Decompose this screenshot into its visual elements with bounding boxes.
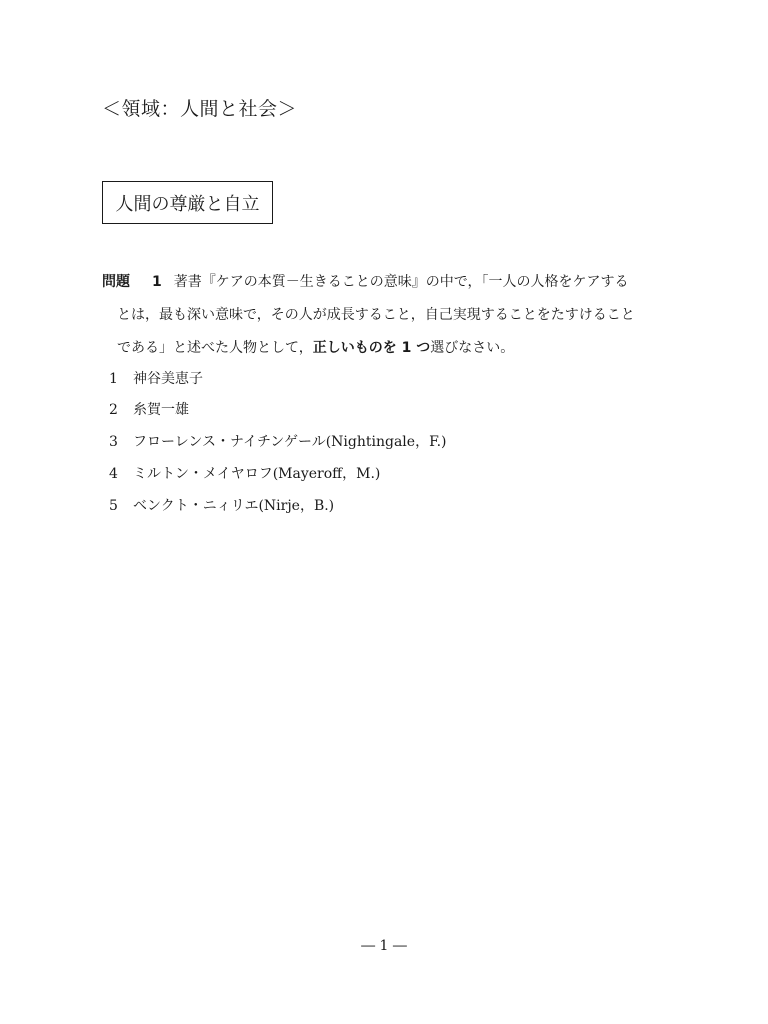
- choice-item: [109, 400, 189, 420]
- choice-number: 1: [109, 371, 118, 387]
- domain-heading: ＜領域：人間と社会＞: [102, 98, 298, 120]
- choice-item: [109, 432, 447, 452]
- question-line-2: [117, 305, 635, 325]
- question-number: 1: [152, 274, 162, 290]
- choice-text: 神谷美恵子: [133, 371, 203, 387]
- question-line-3: [117, 338, 514, 358]
- choice-item: [109, 369, 203, 389]
- choice-number: 2: [109, 402, 118, 418]
- choice-item: [109, 496, 334, 516]
- choice-text: ベンクト・ニィリエ(Nirje，B.): [133, 498, 335, 514]
- choice-text: フローレンス・ナイチンゲール(Nightingale，F.): [133, 434, 447, 450]
- question-text-line-3-before: である」と述べた人物として，: [117, 340, 313, 356]
- page-number: ― 1 ―: [361, 938, 407, 954]
- question-line-1: [102, 272, 628, 292]
- choice-text: ミルトン・メイヤロフ(Mayeroff，M.): [133, 466, 381, 482]
- question-emphasis: 正しいものを 1 つ: [312, 340, 431, 356]
- question-text-line-2: とは，最も深い意味で，その人が成長すること，自己実現することをたすけること: [117, 307, 635, 323]
- section-title-box: [102, 181, 273, 224]
- question-label: 問題: [102, 274, 130, 290]
- question-text-line-1: 著書『ケアの本質－生きることの意味』の中で，「一人の人格をケアする: [173, 274, 629, 290]
- choice-number: 4: [109, 466, 118, 482]
- choice-item: [109, 464, 380, 484]
- choice-number: 5: [109, 498, 118, 514]
- section-title: 人間の尊厳と自立: [115, 193, 260, 215]
- question-text-line-3-after: 選びなさい。: [430, 340, 515, 356]
- choice-text: 糸賀一雄: [133, 402, 189, 418]
- choice-number: 3: [109, 434, 118, 450]
